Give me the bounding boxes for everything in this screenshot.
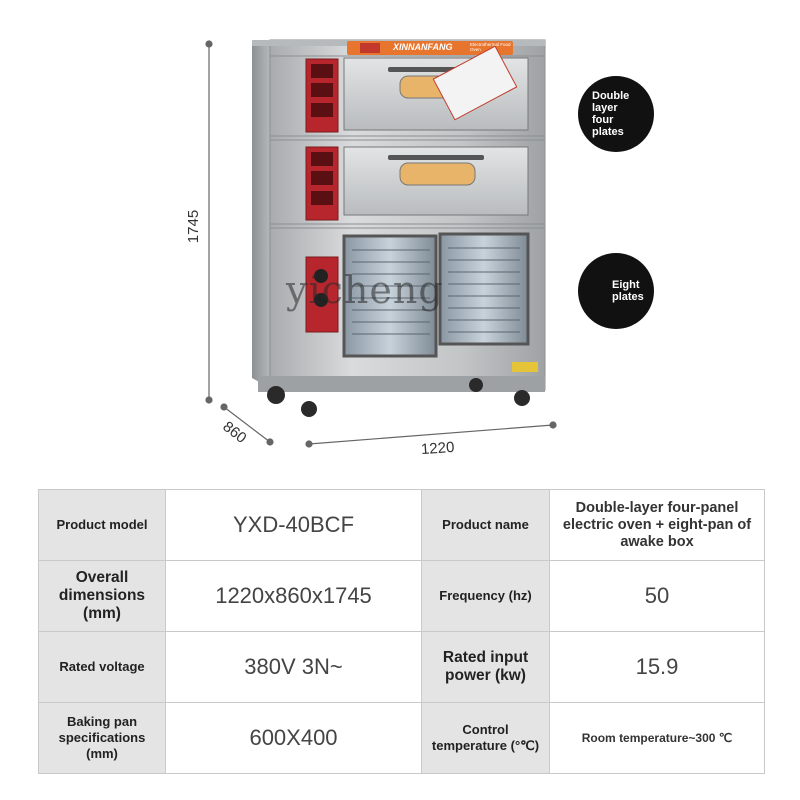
spec-table <box>38 489 765 774</box>
spec-value: 1220x860x1745 <box>166 561 422 632</box>
spec-value: Room temperature~300 ℃ <box>550 703 765 774</box>
spec-label: Rated voltage <box>39 632 166 703</box>
spec-value: 600X400 <box>166 703 422 774</box>
oven-brand-text: XINNANFANG <box>393 42 453 52</box>
height-label: 1745 <box>185 209 203 244</box>
watermark: yicheng <box>286 268 444 312</box>
spec-value: 15.9 <box>550 632 765 703</box>
table-row <box>39 490 765 561</box>
table-row <box>39 703 765 774</box>
spec-label: Rated input power (kw) <box>422 632 550 703</box>
table-row <box>39 561 765 632</box>
spec-label: Product model <box>39 490 166 561</box>
badge-double-layer: Double layer four plates <box>578 76 654 152</box>
oven-subtitle-text: Electrothermal Food Oven <box>470 42 511 52</box>
spec-value: YXD-40BCF <box>166 490 422 561</box>
spec-value: 50 <box>550 561 765 632</box>
badge-eight-plates: Eight plates <box>578 253 654 329</box>
spec-value: 380V 3N~ <box>166 632 422 703</box>
width-label: 1220 <box>420 438 455 459</box>
table-row <box>39 632 765 703</box>
depth-label: 860 <box>219 418 250 447</box>
spec-label: Baking pan specifications (mm) <box>39 703 166 774</box>
spec-label: Control temperature (°℃) <box>422 703 550 774</box>
height-dimension-line <box>206 41 212 403</box>
proofer-right-door <box>440 234 528 344</box>
spec-label: Product name <box>422 490 550 561</box>
spec-label: Overall dimensions (mm) <box>39 561 166 632</box>
spec-value: Double-layer four-panel electric oven + eight-pan of awake box <box>550 490 765 561</box>
spec-label: Frequency (hz) <box>422 561 550 632</box>
